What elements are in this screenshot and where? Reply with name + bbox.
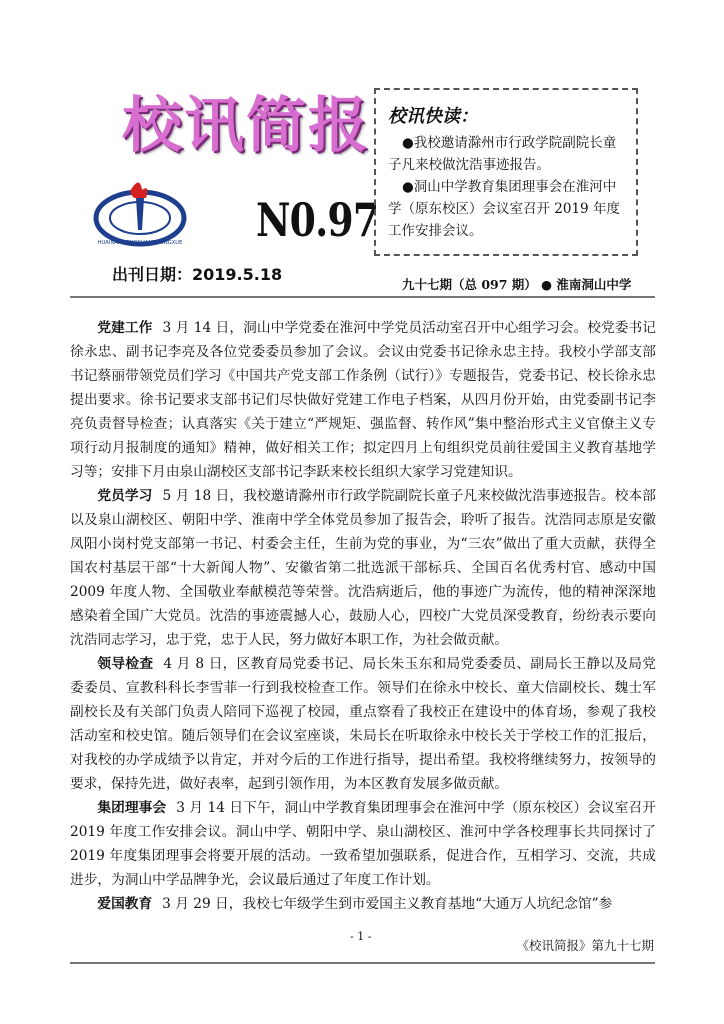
article-text: 4 月 8 日，区教育局党委书记、局长朱玉东和局党委委员、副局长王静以及局党委委员、宣教科科长李雪菲一行到我校检查工作。领导们在徐永中校长、童大信副校长、魏士军副校长及有关部门负责人陪同下巡视了校园，重点察看了我校正在建设中的体育场，参观了我校活动室和校史馆。随后领导们在会议室座谈，朱局长在听取徐永中校长关于学校工作的汇报后，对我校的办学成绩予以肯定，并对今后的工作进行指导，提出希望。我校将继续努力，按领导的要求，保持先进，做好表率，起到引领作用，为本区教育发展多做贡献。 <box>70 656 656 792</box>
article-paragraph <box>70 796 656 892</box>
article-paragraph <box>70 316 656 484</box>
article-text: 3 月 29 日，我校七年级学生到市爱国主义教育基地“大通万人坑纪念馆”参 <box>162 896 613 912</box>
article-heading: 党员学习 <box>97 488 153 504</box>
article-paragraph <box>70 652 656 796</box>
article-text: 3 月 14 日下午，洞山中学教育集团理事会在淮河中学（原东校区）会议室召开 2019 年度工作安排会议。洞山中学、朝阳中学、泉山湖校区、淮河中学各校理事长共同探讨了 2019 年度集团理事会将要开展的活动。一致希望加强联系，促进合作，互相学习、交流，共成进步，为洞山中学品牌争光，会议最后通过了年度工作计划。 <box>70 800 656 888</box>
article-paragraph <box>70 484 656 652</box>
quick-news-box <box>374 88 638 256</box>
footer-divider <box>70 962 655 964</box>
article-heading: 集团理事会 <box>97 800 167 816</box>
school-logo-icon <box>92 178 188 250</box>
quick-news-title: 校讯快读： <box>388 106 478 127</box>
article-paragraph <box>70 892 656 916</box>
article-text: 5 月 18 日，我校邀请滁州市行政学院副院长童子凡来校做沈浩事迹报告。校本部以及泉山湖校区、朝阳中学、淮南中学全体党员参加了报告会，聆听了报告。沈浩同志原是安徽凤阳小岗村党支部第一书记、村委会主任，生前为党的事业，为“三农”做出了重大贡献，获得全国农村基层干部“十大新闻人物”、安徽省第二批选派干部标兵、全国百名优秀村官、感动中国 2009 年度人物、全国敬业奉献模范等荣誉。沈浩病逝后，他的事迹广为流传，他的精神深深地感染着全国广大党员。沈浩的事迹震撼人心，鼓励人心，四校广大党员深受教育，纷纷表示要向沈浩同志学习，忠于党，忠于人民，努力做好本职工作，为社会做贡献。 <box>70 488 656 648</box>
publish-date: 出刊日期：2019.5.18 <box>112 265 283 284</box>
article-heading: 领导检查 <box>97 656 154 672</box>
page-number: - 1 - <box>350 930 372 943</box>
logo-text: HUAINANDONGSHANZHONGXUE <box>97 240 183 246</box>
quick-news-item: ●洞山中学教育集团理事会在淮河中学（原东校区）会议室召开 2019 年度工作安排会议。 <box>388 179 620 239</box>
article-heading: 党建工作 <box>97 320 153 336</box>
article-text: 3 月 14 日，洞山中学党委在淮河中学党员活动室召开中心组学习会。校党委书记徐永忠、副书记李亮及各位党委委员参加了会议。会议由党委书记徐永忠主持。我校小学部支部书记蔡丽带领党员们学习《中国共产党支部工作条例（试行）》专题报告，党委书记、校长徐永忠提出要求。徐书记要求支部书记们尽快做好党建工作电子档案，从四月份开始，由党委副书记李亮负责督导检查；认真落实《关于建立“严规矩、强监督、转作风”集中整治形式主义官僚主义专项行动月报制度的通知》精神，做好相关工作；拟定四月上旬组织党员前往爱国主义教育基地学习等；安排下月由泉山湖校区支部书记李跃来校长组织大家学习党建知识。 <box>70 320 656 480</box>
footer-publication: 《校讯简报》第九十七期 <box>516 938 654 953</box>
article-heading: 爱国教育 <box>97 896 153 912</box>
masthead-title: 校讯简报 <box>122 91 370 161</box>
issue-line: 九十七期（总 097 期） ● 淮南洞山中学 <box>402 277 632 292</box>
article-body <box>70 316 656 916</box>
quick-news-item: ●我校邀请滁州市行政学院副院长童子凡来校做沈浩事迹报告。 <box>388 135 617 173</box>
header-divider <box>70 296 655 298</box>
issue-number: N0.97 <box>256 193 379 247</box>
